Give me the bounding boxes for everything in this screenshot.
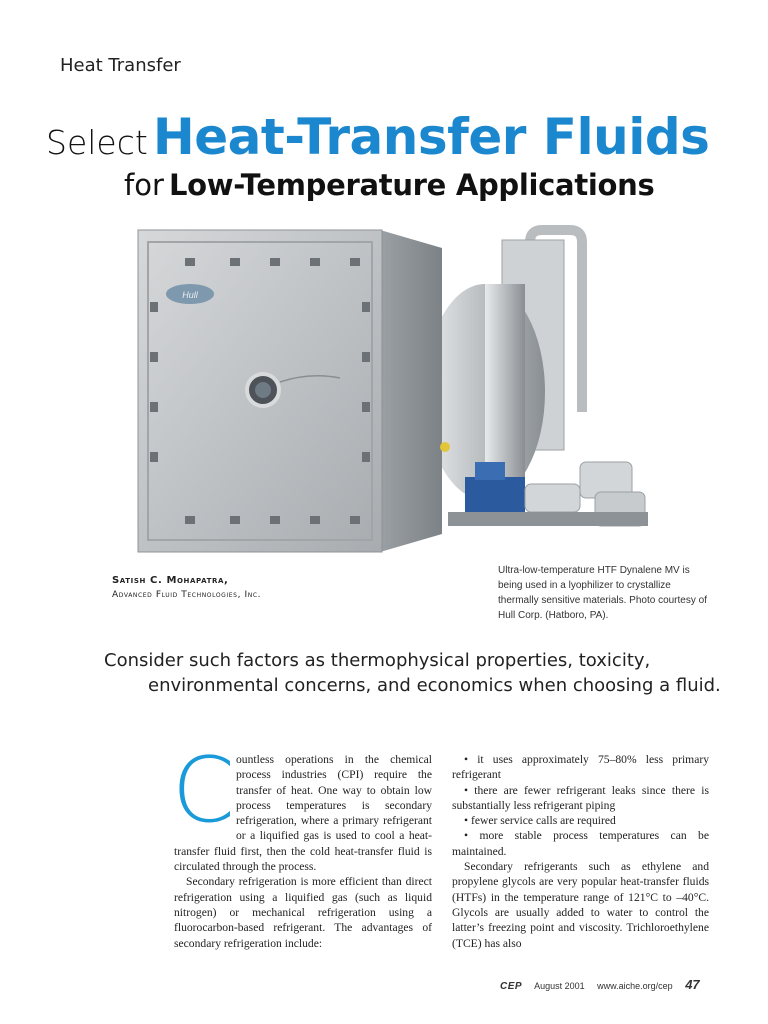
journal-name: CEP <box>500 981 523 992</box>
lyophilizer-photo <box>130 222 672 558</box>
body-column-1 <box>172 738 432 951</box>
bullet-item: • it uses approximately 75–80% less primary refrigerant <box>452 753 709 782</box>
deck-line-2: environmental concerns, and economics when choosing a fluid. <box>148 675 721 696</box>
journal-url: www.aiche.org/cep <box>597 981 673 991</box>
author-name: Satish C. Mohapatra, <box>112 575 229 586</box>
page-subtitle: Low-Temperature Applications <box>168 168 655 202</box>
page-number: 47 <box>685 977 700 992</box>
title-select: Select <box>46 123 148 162</box>
paragraph: ountless operations in the chemical process industries (CPI) require the transfer of heat. One way to obtain low process temperatures is secondary refrigeration, where a primary refrigerant or a liquified gas is used to cool a heat-transfer fluid first, then the cold heat-transfer fluid is circulated through the process. <box>174 753 432 874</box>
deck-line-1: Consider such factors as thermophysical properties, toxicity, <box>104 650 651 671</box>
title-for: for <box>124 168 164 202</box>
photo-caption: Ultra-low-temperature HTF Dynalene MV is being used in a lyophilizer to crystallize thermally sensitive materials. Photo courtesy of Hull Corp. (Hatboro, PA). <box>498 565 707 621</box>
page-footer <box>500 977 700 992</box>
paragraph: Secondary refrigerants such as ethylene and propylene glycols are very popular heat-transfer fluids (HTFs) in the temperature range of 121°C to –40°C. Glycols are usually added to water to control the latter’s freezing point and viscosity. Trichloroethylene (TCE) has also <box>452 860 709 950</box>
section-label: Heat Transfer <box>60 55 181 76</box>
deck <box>104 648 724 698</box>
nameplate-text: Hull <box>182 290 198 300</box>
author-affiliation: Advanced Fluid Technologies, Inc. <box>112 590 262 600</box>
issue-date: August 2001 <box>534 981 585 991</box>
body-column-2 <box>452 752 709 951</box>
bullet-item: • there are fewer refrigerant leaks since there is substantially less refrigerant piping <box>452 783 709 812</box>
paragraph: Secondary refrigeration is more efficient than direct refrigeration using a liquified gas (such as liquid nitrogen) or mechanical refrigeration using a fluorocarbon-based refrigerant. The advantages of secondary refrigeration include: <box>174 875 432 950</box>
bullet-item: • more stable process temperatures can be maintained. <box>452 829 709 858</box>
bullet-item: • fewer service calls are required <box>464 814 616 828</box>
dropcap: C <box>172 738 235 843</box>
title-line-2 <box>124 168 654 202</box>
title-line-1 <box>46 108 709 166</box>
author-block <box>112 574 261 602</box>
page-title: Heat-Transfer Fluids <box>152 108 710 166</box>
